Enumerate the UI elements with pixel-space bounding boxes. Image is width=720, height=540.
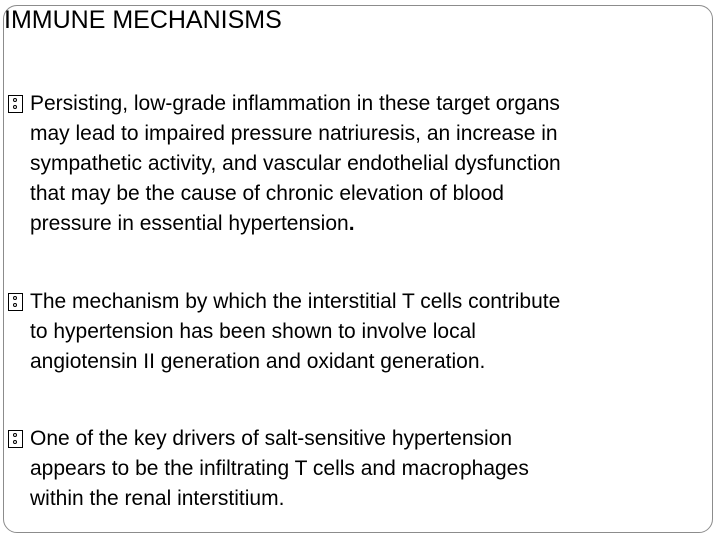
bullet-line-text: pressure in essential hypertension (30, 212, 349, 235)
bullet-line: One of the key drivers of salt-sensitive hypertension (30, 427, 513, 450)
slide-title: IMMUNE MECHANISMS (4, 6, 282, 34)
bullet-item (8, 287, 698, 377)
bullet-line: sympathetic activity, and vascular endothelial dysfunction (30, 152, 561, 175)
bullet-line: that may be the cause of chronic elevation of blood (30, 182, 504, 205)
bullet-line: angiotensin II generation and oxidant generation. (30, 350, 486, 373)
bullet-item (8, 424, 698, 514)
bullet-line: to hypertension has been shown to involve local (30, 320, 476, 343)
bullet-marker-icon (8, 293, 23, 311)
bullet-line: Persisting, low-grade inflammation in these target organs (30, 92, 560, 115)
bullet-line: may lead to impaired pressure natriuresis, an increase in (30, 122, 558, 145)
bullet-terminal-period: . (348, 212, 355, 235)
bullet-marker-icon (8, 95, 23, 113)
bullet-marker-icon (8, 430, 23, 448)
bullet-line: The mechanism by which the interstitial T cells contribute (30, 290, 561, 313)
bullet-line-last (30, 209, 698, 239)
bullet-line: within the renal interstitium. (30, 487, 285, 510)
bullet-item (8, 89, 698, 239)
bullet-line: appears to be the infiltrating T cells and macrophages (30, 457, 529, 480)
